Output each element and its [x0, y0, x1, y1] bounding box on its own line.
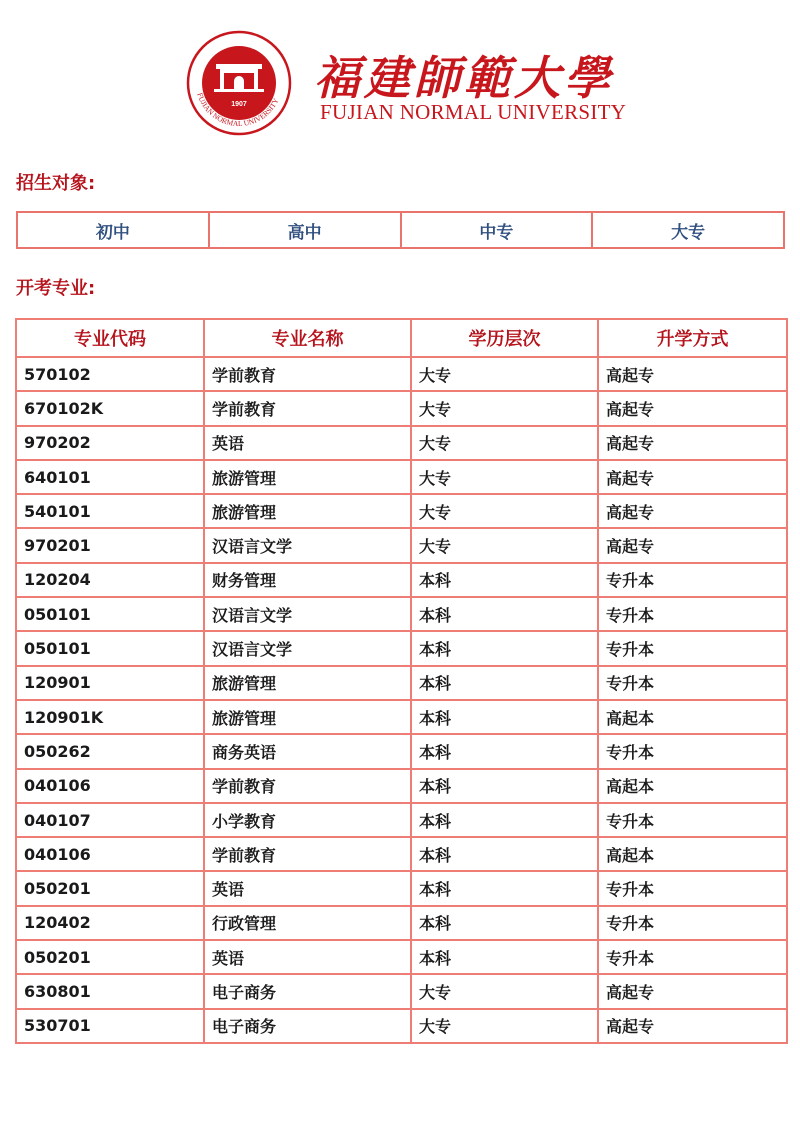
- cell-code: 670102K: [16, 391, 204, 425]
- cell-level: 本科: [411, 563, 598, 597]
- cell-level: 本科: [411, 940, 598, 974]
- cell-code: 040106: [16, 837, 204, 871]
- svg-text:FUJIAN NORMAL UNIVERSITY: FUJIAN NORMAL UNIVERSITY: [195, 91, 281, 129]
- cell-code: 120402: [16, 906, 204, 940]
- target-junior-high: 初中: [18, 213, 210, 247]
- svg-text:1907: 1907: [231, 101, 247, 108]
- cell-mode: 专升本: [598, 597, 787, 631]
- cell-mode: 高起专: [598, 494, 787, 528]
- cell-name: 汉语言文学: [204, 631, 411, 665]
- cell-name: 英语: [204, 426, 411, 460]
- table-row: [16, 837, 787, 871]
- cell-level: 大专: [411, 1009, 598, 1043]
- cell-level: 本科: [411, 734, 598, 768]
- cell-name: 英语: [204, 871, 411, 905]
- cell-level: 本科: [411, 631, 598, 665]
- cell-mode: 专升本: [598, 563, 787, 597]
- column-header-code: 专业代码: [16, 319, 204, 357]
- cell-level: 本科: [411, 700, 598, 734]
- cell-code: 540101: [16, 494, 204, 528]
- cell-code: 120204: [16, 563, 204, 597]
- university-name-english: FUJIAN NORMAL UNIVERSITY: [320, 100, 627, 124]
- cell-mode: 高起本: [598, 769, 787, 803]
- majors-table: [15, 318, 788, 1044]
- table-row: [16, 803, 787, 837]
- cell-mode: 高起专: [598, 974, 787, 1008]
- column-header-mode: 升学方式: [598, 319, 787, 357]
- table-row: [16, 391, 787, 425]
- cell-name: 汉语言文学: [204, 528, 411, 562]
- cell-level: 大专: [411, 528, 598, 562]
- cell-mode: 专升本: [598, 940, 787, 974]
- cell-mode: 高起专: [598, 528, 787, 562]
- cell-name: 行政管理: [204, 906, 411, 940]
- cell-code: 970202: [16, 426, 204, 460]
- cell-mode: 专升本: [598, 631, 787, 665]
- table-row: [16, 631, 787, 665]
- cell-code: 530701: [16, 1009, 204, 1043]
- cell-name: 财务管理: [204, 563, 411, 597]
- cell-level: 本科: [411, 837, 598, 871]
- target-senior-high: 高中: [210, 213, 402, 247]
- table-row: [16, 494, 787, 528]
- cell-code: 970201: [16, 528, 204, 562]
- university-header: [0, 28, 800, 140]
- table-row: [16, 769, 787, 803]
- cell-mode: 专升本: [598, 906, 787, 940]
- cell-name: 英语: [204, 940, 411, 974]
- enrollment-target-heading: 招生对象:: [16, 173, 96, 194]
- cell-code: 040106: [16, 769, 204, 803]
- column-header-level: 学历层次: [411, 319, 598, 357]
- table-row: [16, 940, 787, 974]
- cell-name: 学前教育: [204, 357, 411, 391]
- cell-mode: 专升本: [598, 734, 787, 768]
- table-row: [16, 906, 787, 940]
- cell-code: 050201: [16, 940, 204, 974]
- table-row: [16, 597, 787, 631]
- cell-level: 本科: [411, 803, 598, 837]
- cell-level: 本科: [411, 906, 598, 940]
- cell-code: 050101: [16, 631, 204, 665]
- table-row: [16, 700, 787, 734]
- cell-name: 商务英语: [204, 734, 411, 768]
- cell-level: 大专: [411, 357, 598, 391]
- cell-name: 汉语言文学: [204, 597, 411, 631]
- cell-mode: 高起专: [598, 391, 787, 425]
- majors-heading: 开考专业:: [16, 278, 96, 299]
- university-name-chinese: 福建師範大學: [314, 51, 614, 105]
- table-row: [16, 426, 787, 460]
- cell-level: 大专: [411, 974, 598, 1008]
- table-row: [16, 528, 787, 562]
- cell-name: 电子商务: [204, 974, 411, 1008]
- table-row: [16, 734, 787, 768]
- cell-level: 本科: [411, 666, 598, 700]
- cell-mode: 高起本: [598, 700, 787, 734]
- table-row: [16, 871, 787, 905]
- cell-code: 050262: [16, 734, 204, 768]
- cell-level: 本科: [411, 597, 598, 631]
- target-technical-secondary: 中专: [402, 213, 594, 247]
- cell-name: 小学教育: [204, 803, 411, 837]
- cell-code: 050101: [16, 597, 204, 631]
- cell-mode: 专升本: [598, 666, 787, 700]
- table-row: [16, 460, 787, 494]
- table-row: [16, 974, 787, 1008]
- cell-level: 本科: [411, 769, 598, 803]
- cell-mode: 专升本: [598, 803, 787, 837]
- table-row: [16, 666, 787, 700]
- target-junior-college: 大专: [671, 222, 706, 243]
- cell-name: 学前教育: [204, 391, 411, 425]
- cell-mode: 高起专: [598, 1009, 787, 1043]
- cell-name: 旅游管理: [204, 700, 411, 734]
- cell-name: 学前教育: [204, 837, 411, 871]
- university-seal-logo-icon: [186, 30, 292, 136]
- cell-code: 120901: [16, 666, 204, 700]
- enrollment-target-list: [16, 211, 785, 249]
- cell-code: 640101: [16, 460, 204, 494]
- cell-level: 大专: [411, 494, 598, 528]
- cell-code: 630801: [16, 974, 204, 1008]
- cell-mode: 专升本: [598, 871, 787, 905]
- table-header-row: [16, 319, 787, 357]
- cell-level: 本科: [411, 871, 598, 905]
- cell-name: 电子商务: [204, 1009, 411, 1043]
- cell-level: 大专: [411, 426, 598, 460]
- cell-level: 大专: [411, 460, 598, 494]
- table-row: [16, 563, 787, 597]
- cell-name: 旅游管理: [204, 460, 411, 494]
- cell-mode: 高起专: [598, 426, 787, 460]
- cell-name: 学前教育: [204, 769, 411, 803]
- cell-code: 570102: [16, 357, 204, 391]
- cell-level: 大专: [411, 391, 598, 425]
- column-header-name: 专业名称: [204, 319, 411, 357]
- cell-code: 040107: [16, 803, 204, 837]
- cell-mode: 高起专: [598, 460, 787, 494]
- cell-name: 旅游管理: [204, 666, 411, 700]
- table-row: [16, 357, 787, 391]
- cell-code: 120901K: [16, 700, 204, 734]
- cell-mode: 高起本: [598, 837, 787, 871]
- table-row: [16, 1009, 787, 1043]
- cell-code: 050201: [16, 871, 204, 905]
- cell-name: 旅游管理: [204, 494, 411, 528]
- cell-mode: 高起专: [598, 357, 787, 391]
